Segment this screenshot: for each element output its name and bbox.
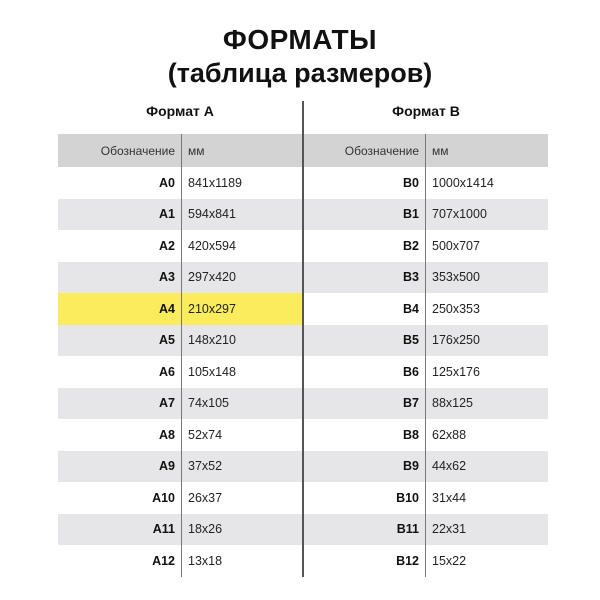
format-name: A0 [159,175,175,190]
header-designation: Обозначение [100,143,175,158]
format-name: B7 [403,396,419,411]
table-row [304,419,548,451]
table-row [58,325,302,357]
format-name: A12 [152,553,175,568]
format-size: 52x74 [188,427,223,442]
table-header [58,134,302,167]
format-size: 353x500 [432,270,480,285]
format-a-title: Формат A [146,103,214,119]
format-b-title: Формат B [392,103,460,119]
table-row [304,388,548,420]
format-a-table [58,134,302,577]
table-row [304,514,548,546]
format-name: B12 [396,553,419,568]
format-name: B4 [403,301,419,316]
table-row [58,419,302,451]
format-name: B5 [403,333,419,348]
format-name: A11 [152,522,175,537]
format-size: 210x297 [188,301,236,316]
table-row [304,262,548,294]
format-size: 15x22 [432,553,467,568]
page-title: ФОРМАТЫ [222,24,378,55]
table-row [58,199,302,231]
format-size: 297x420 [188,270,236,285]
table-header [304,134,548,167]
table-row [304,356,548,388]
format-name: B6 [403,364,419,379]
format-size: 31x44 [432,490,467,505]
page-subtitle: (таблица размеров) [167,58,433,88]
format-size: 74x105 [188,396,230,411]
format-size: 13x18 [188,553,223,568]
format-size: 88x125 [432,396,474,411]
table-row [58,388,302,420]
header-designation: Обозначение [344,143,419,158]
format-size: 22x31 [432,522,467,537]
format-size: 26x37 [188,490,223,505]
format-name: B11 [396,522,419,537]
format-size: 105x148 [188,364,236,379]
format-size: 176x250 [432,333,480,348]
format-size: 18x26 [188,522,223,537]
format-name: A7 [159,396,175,411]
table-row [304,325,548,357]
table-row [58,356,302,388]
format-name: A4 [159,301,175,316]
table-row [58,545,302,577]
format-name: B0 [403,175,419,190]
format-size: 148x210 [188,333,236,348]
table-row [304,451,548,483]
column-divider-b [425,134,426,577]
format-name: A3 [159,270,175,285]
format-size: 841x1189 [188,175,242,190]
format-name: A1 [159,207,175,222]
format-b-table [304,134,548,577]
column-divider-a [181,134,182,577]
table-row-highlighted [58,293,302,325]
table-row [58,482,302,514]
format-size: 1000x1414 [432,175,494,190]
table-row [304,199,548,231]
table-row [58,514,302,546]
format-size: 500x707 [432,238,480,253]
format-size: 707x1000 [432,207,487,222]
table-row [304,293,548,325]
table-row [304,482,548,514]
format-name: B3 [403,270,419,285]
format-size: 37x52 [188,459,223,474]
table-row [58,167,302,199]
format-size: 125x176 [432,364,480,379]
header-mm: мм [188,143,205,158]
table-row [58,451,302,483]
format-name: B2 [403,238,419,253]
format-size: 420x594 [188,238,236,253]
format-name: B9 [403,459,419,474]
table-row [58,230,302,262]
table-row [58,262,302,294]
format-name: A8 [159,427,175,442]
table-row [304,167,548,199]
format-size: 594x841 [188,207,236,222]
format-name: B1 [403,207,419,222]
format-size: 62x88 [432,427,467,442]
format-name: A6 [159,364,175,379]
table-row [304,545,548,577]
format-name: A5 [159,333,175,348]
format-name: A9 [159,459,175,474]
format-name: B10 [396,490,419,505]
format-name: A10 [152,490,175,505]
format-size: 250x353 [432,301,480,316]
format-name: B8 [403,427,419,442]
table-row [304,230,548,262]
format-size: 44x62 [432,459,467,474]
format-name: A2 [159,238,175,253]
header-mm: мм [432,143,449,158]
